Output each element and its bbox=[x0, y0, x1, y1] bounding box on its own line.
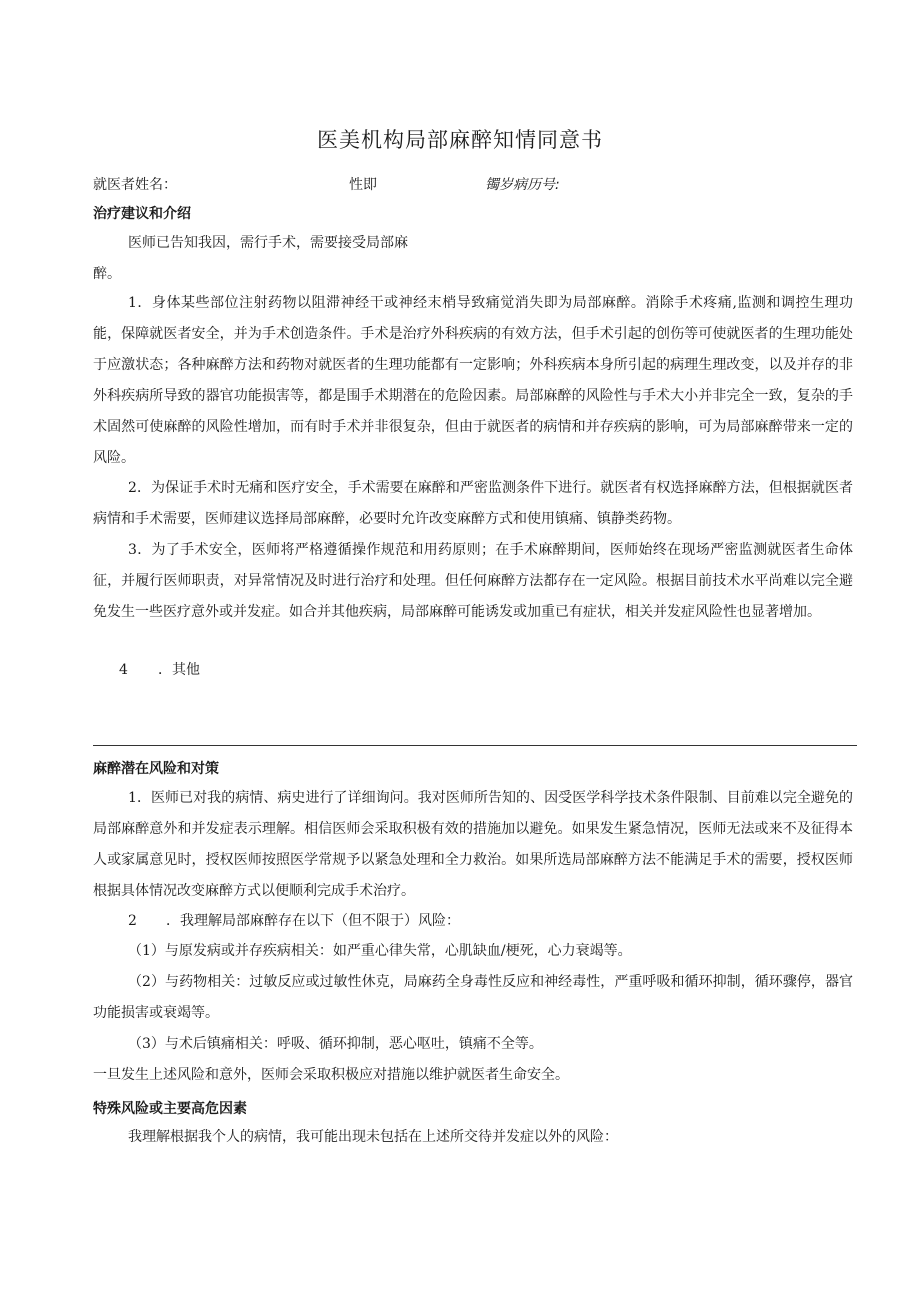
risk-subitem-3: （3）与术后镇痛相关：呼吸、循环抑制，恶心呕吐，镇痛不全等。 bbox=[128, 1036, 543, 1052]
risk-item-1: 1．医师已对我的病情、病史进行了详细询问。我对医师所告知的、因受医学科学技术条件限制、目前难以完全避免的局部麻醉意外和并发症表示理解。相信医师会采取积极有效的措施加以避免。如果发生紧急情况，医师无法或来不及征得本人或家属意见时，授权医师按照医学常规予以紧急处理和全力救治。如果所选局部麻醉方法不能满足手术的需要，授权医师根据具体情况改变麻醉方式以便顺利完成手术治疗。 bbox=[93, 790, 853, 899]
section-heading-risks: 麻醉潜在风险和对策 bbox=[93, 761, 219, 777]
intro-paragraph bbox=[93, 228, 853, 259]
treatment-item-1: 1．身体某些部位注射药物以阻滞神经干或神经末梢导致痛觉消失即为局部麻醉。消除手术疼痛,监测和调控生理功能，保障就医者安全，并为手术创造条件。手术是治疗外科疾病的有效方法，但手术引起的创伤等可使就医者的生理功能处于应激状态；各种麻醉方法和药物对就医者的生理功能都有一定影响；外科疾病本身所引起的病理生理改变，以及并存的非外科疾病所导致的器官功能损害等，都是围手术期潜在的危险因素。局部麻醉的风险性与手术大小并非完全一致，复杂的手术固然可使麻醉的风险性增加，而有时手术并非很复杂，但由于就医者的病情和并存疾病的影响，可为局部麻醉带来一定的风险。 bbox=[93, 295, 853, 466]
section-divider bbox=[93, 745, 857, 746]
treatment-item-4-text: ．其他 bbox=[158, 662, 200, 678]
age-record-label: 镯岁病历号: bbox=[485, 177, 560, 193]
risk-subitem-1: （1）与原发病或并存疾病相关：如严重心律失常，心肌缺血/梗死，心力衰竭等。 bbox=[128, 943, 632, 959]
section-heading-special-risks: 特殊风险或主要高危因素 bbox=[93, 1101, 247, 1117]
intro-line-1: 医师已告知我因，需行手术，需要接受局部麻 bbox=[128, 235, 408, 251]
risk-closing-statement: 一旦发生上述风险和意外，医师会采取积极应对措施以维护就医者生命安全。 bbox=[93, 1067, 569, 1083]
special-risks-paragraph: 我理解根据我个人的病情，我可能出现未包括在上述所交待并发症以外的风险： bbox=[128, 1129, 618, 1145]
page-title: 医美机构局部麻醉知情同意书 bbox=[317, 128, 603, 152]
treatment-item-4-number: 4 bbox=[119, 662, 128, 678]
risk-item-2-text: ．我理解局部麻醉存在以下（但不限于）风险： bbox=[166, 913, 460, 929]
risk-item-2-number: 2 bbox=[128, 913, 137, 929]
intro-line-2: 醉。 bbox=[93, 266, 121, 282]
patient-name-label: 就医者姓名： bbox=[93, 177, 177, 193]
gender-label: 性即 bbox=[349, 177, 377, 193]
risk-subitem-2: （2）与药物相关：过敏反应或过敏性休克，局麻药全身毒性反应和神经毒性，严重呼吸和循环抑制，循环骤停，器官功能损害或衰竭等。 bbox=[93, 974, 853, 1021]
treatment-item-2: 2．为保证手术时无痛和医疗安全，手术需要在麻醉和严密监测条件下进行。就医者有权选择麻醉方法，但根据就医者病情和手术需要，医师建议选择局部麻醉，必要时允许改变麻醉方式和使用镇痛、镇静类药物。 bbox=[93, 480, 853, 527]
treatment-item-3: 3．为了手术安全，医师将严格遵循操作规范和用药原则；在手术麻醉期间，医师始终在现场严密监测就医者生命体征，并履行医师职责，对异常情况及时进行治疗和处理。但任何麻醉方法都存在一定风险。根据目前技术水平尚难以完全避免发生一些医疗意外或并发症。如合并其他疾病，局部麻醉可能诱发或加重已有症状，相关并发症风险性也显著增加。 bbox=[93, 542, 853, 620]
section-heading-treatment: 治疗建议和介绍 bbox=[93, 206, 191, 222]
